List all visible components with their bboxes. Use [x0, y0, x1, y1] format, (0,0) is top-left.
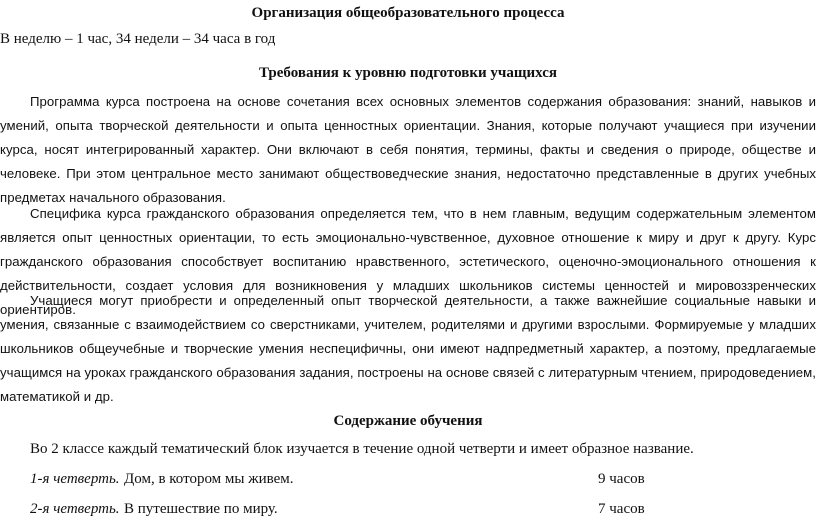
heading-requirements: Требования к уровню подготовки учащихся: [258, 65, 557, 81]
quarter-hours: 7 часов: [598, 501, 645, 517]
paragraph-program: Программа курса построена на основе сочетания всех основных элементов содержания образования: знаний, навыков и умений, опыта творческой деятельности и опыта ценностных ориентации. Знания, которые получают учащиеся при изучении курса, носят интегрированный характер. Они включают в себя понятия, термины, факты и сведения о природе, обществе и человеке. При этом центральное место занимают обществоведческие знания, недостаточно представленные в других учебных предметах начального образования.: [0, 94, 816, 205]
paragraph-specifics: Специфика курса гражданского образования определяется тем, что в нем главным, ведущим содержательным элементом является опыт ценностных ориентации, то есть эмоционально-чувственное, духовное отношение к миру и друг к другу. Курс гражданского образования способствует воспитанию нравственного, эстетического, оценочно-эмоционального отношения к действительности, создает условия для возникновения у младших школьников системы ценностей и мировоззренческих ориентиров.: [0, 206, 816, 317]
quarter-label: 1-я четверть.: [30, 471, 120, 487]
quarter-hours: 9 часов: [598, 471, 645, 487]
quarter-title: Дом, в котором мы живем.: [124, 471, 294, 487]
quarter-row: [0, 471, 816, 491]
heading-organization: Организация общеобразовательного процесса: [251, 5, 565, 21]
intro-line: Во 2 классе каждый тематический блок изучается в течение одной четверти и имеет образное название.: [30, 441, 694, 457]
quarter-label: 2-я четверть.: [30, 501, 120, 517]
hours-line: В неделю – 1 час, 34 недели – 34 часа в год: [0, 31, 276, 47]
paragraph-students: Учащиеся могут приобрести и определенный опыт творческой деятельности, а также важнейшие социальные навыки и умения, связанные с взаимодействием со сверстниками, учителем, родителями и другими взрослыми. Формируемые у младших школьников общеучебные и творческие умения неспецифичны, они имеют надпредметный характер, а поэтому, предлагаемые учащимся на уроках гражданского образования задания, построены на основе связей с литературным чтением, природоведением, математикой и др.: [0, 293, 816, 404]
quarter-row: [0, 501, 816, 521]
quarter-title: В путешествие по миру.: [124, 501, 278, 517]
heading-content: Содержание обучения: [333, 413, 483, 429]
